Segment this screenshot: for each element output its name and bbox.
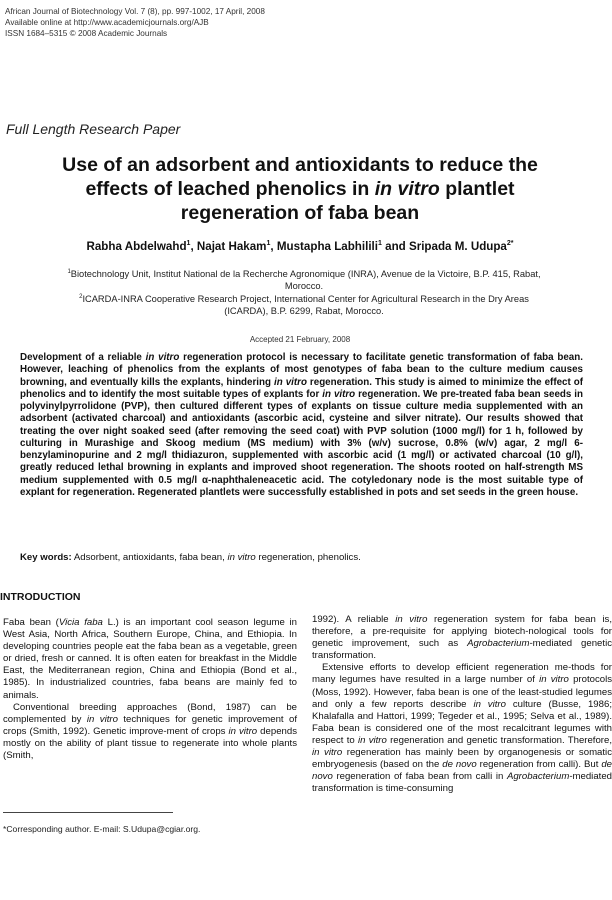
affiliation-2-cont: (ICARDA), B.P. 6299, Rabat, Morocco.	[224, 305, 384, 316]
author-name: Mustapha Labhilili	[276, 240, 378, 253]
abstract-text: Development of a reliable	[20, 352, 146, 363]
italic-text: in vitro	[473, 698, 506, 710]
affil-sup: 1	[67, 269, 71, 275]
journal-header	[5, 6, 265, 39]
abstract	[20, 352, 583, 499]
italic-text: in vitro	[395, 614, 428, 625]
paragraph	[3, 702, 297, 762]
text: 1992). A reliable	[312, 614, 396, 625]
affiliation-2	[14, 292, 594, 306]
text: regeneration of faba bean from calli in	[332, 771, 507, 783]
section-heading-introduction: INTRODUCTION	[0, 591, 81, 603]
author-sep: ,	[190, 240, 197, 253]
author-affil-sup: 1	[186, 240, 191, 248]
affiliations	[14, 267, 594, 317]
affiliation-1-cont: Morocco.	[284, 280, 324, 291]
italic-text: in vitro	[357, 734, 387, 746]
text: techniques for genetic improvement of crops (Smith, 1992). Genetic improve-ment of crops	[3, 713, 297, 737]
abstract-italic: in vitro	[322, 388, 356, 400]
journal-url[interactable]: Available online at http://www.academicjournals.org/AJB	[5, 18, 209, 27]
affil-sup: 2	[79, 294, 83, 301]
italic-text: in vitro	[228, 725, 258, 737]
italic-text: in vitro	[312, 747, 343, 759]
author-affil-sup	[507, 240, 514, 247]
paragraph	[312, 662, 612, 795]
author-list	[0, 240, 600, 253]
title-text: effects of leached phenolics in	[85, 178, 375, 200]
text: Faba bean (	[3, 617, 59, 628]
keywords-text: regeneration, phenolics.	[255, 552, 361, 563]
italic-text: de novo	[312, 759, 612, 783]
title-italic: in vitro	[374, 178, 440, 200]
text: Conventional breeding approaches (Bond, 1987) can be complemented by	[3, 701, 297, 725]
text: depends mostly on the ability of plant tissue to regenerate into whole plants (Smith,	[3, 725, 297, 762]
keywords-text: Adsorbent, antioxidants, faba bean,	[71, 552, 228, 563]
author-affil-num: 2	[506, 240, 511, 248]
body-column-left	[3, 617, 297, 762]
text: Extensive efforts to develop efficient regeneration me-thods for many legumes have resulted in a large number of	[312, 662, 612, 686]
italic-text: de novo	[442, 759, 477, 771]
title-line-2	[0, 177, 600, 201]
paper-type: Full Length Research Paper	[6, 121, 181, 137]
footnote-divider	[3, 812, 173, 813]
abstract-text: regeneration. This study is aimed to minimize the effect of phenolics and to identify the most suitable types of explants for	[20, 376, 583, 400]
author-name: Rabha Abdelwahd	[86, 240, 187, 253]
abstract-italic: in vitro	[274, 376, 307, 388]
text: protocols (Moss, 1992). However, faba bean is one of the least-studied legumes and only a few reports describe	[312, 674, 612, 710]
author-sep: and	[381, 240, 409, 253]
text: -mediated transformation is time-consuming	[312, 771, 612, 795]
text: culture (Busse, 1986; Khalafalla and Hattori, 1999; Tegeder et al., 1995; Selva et al., 1989). Faba bean is considered one of the most recalcitrant legumes with respect to	[312, 698, 612, 746]
corresponding-author-footnote: *Corresponding author. E-mail: S.Udupa@cgiar.org.	[3, 824, 201, 834]
keywords-italic: in vitro	[227, 552, 256, 563]
title-line-1: Use of an adsorbent and antioxidants to reduce the	[62, 154, 538, 176]
author-sep: ,	[270, 240, 277, 253]
text: regeneration has mainly been by organogenesis or somatic embryogenesis (based on the	[312, 747, 612, 771]
abstract-italic: in vitro	[145, 352, 180, 363]
keywords	[20, 552, 583, 563]
paper-title	[0, 153, 600, 225]
italic-text: in vitro	[539, 674, 569, 686]
author-affil-sup: 1	[266, 240, 271, 248]
keywords-label: Key words:	[20, 552, 72, 563]
title-line-3: regeneration of faba bean	[180, 202, 420, 224]
italic-text: in vitro	[86, 713, 118, 725]
title-text: plantlet	[439, 178, 515, 200]
text: regeneration system for faba bean is, therefore, a pre-requisite for applying biotech-nological tools for genetic improvement, such as	[312, 614, 612, 650]
author-name: Najat Hakam	[196, 240, 267, 253]
text: -mediated genetic transformation.	[312, 638, 612, 662]
affil-text: ICARDA-INRA Cooperative Research Project, International Center for Agricultural Research in the Dry Areas	[82, 294, 529, 305]
abstract-text: regeneration protocol is necessary to facilitate genetic transformation of faba bean. However, leaching of phenolics from the explants of most genotypes of faba bean to the culture medium causes browning, and eventually kills the explants, hindering	[20, 352, 583, 388]
paragraph	[3, 617, 297, 702]
journal-citation: African Journal of Biotechnology Vol. 7 (8), pp. 997-1002, 17 April, 2008	[5, 7, 265, 16]
corresponding-star: *	[510, 240, 514, 248]
italic-text: Agrobacterium	[506, 771, 570, 783]
italic-text: Vicia faba	[58, 617, 103, 628]
affiliation-1	[14, 267, 594, 281]
author-affil-sup: 1	[378, 240, 382, 248]
author-name: Sripada M. Udupa	[408, 240, 507, 253]
paragraph	[312, 614, 612, 662]
italic-text: Agrobacterium	[467, 638, 530, 650]
text: L.) is an important cool season legume in West Asia, North Africa, Southern Europe, China, and Ethiopia. In developing countries people eat the faba bean as a vegetable, green or dried, fresh or canned. It is often eaten for breakfast in the Middle East, the Mediterranean region, China and Ethiopia (Bond et al., 1985). In industrialized countries, faba beans are mainly fed to animals.	[3, 617, 297, 701]
journal-issn: ISSN 1684–5315 © 2008 Academic Journals	[5, 29, 168, 38]
accepted-date: Accepted 21 February, 2008	[249, 335, 351, 344]
text: regeneration and genetic transformation. Therefore,	[386, 734, 612, 746]
abstract-text: regeneration. We pre-treated faba bean seeds in polyvinylpyrrolidone (PVP), then cultured different types of explants on tissue culture media supplemented with an adsorbent (activated charcoal) and antioxidants (ascorbic acid, cysteine and silver nitrate). Our results showed that treating the over night soaked seed (after removing the seed coat) with PVP solution (1000 mg/l) for 1 h, followed by culturing in Murashige and Skoog medium (MS medium) with 3% (w/v) sucrose, 0.8% (w/v) agar, 2 mg/l 6-benzylaminopurine and 2 mg/l thidiazuron, supplemented with ascorbic acid (1 mg/l) or activated charcoal (10 g/l), greatly reduced lethal browning in explants and improved shoot regeneration. The shoots rooted on half-strength MS medium supplemented with 0.5 mg/l α-naphthaleneacetic acid. The cotyledonary node is the most suitable type of explant for regeneration. Regenerated plantlets were successfully established in pots and set seeds in the green house.	[20, 388, 583, 498]
body-column-right	[312, 614, 612, 795]
text: regeneration from calli). But	[476, 759, 602, 771]
affil-text: Biotechnology Unit, Institut National de la Recherche Agronomique (INRA), Avenue de la Victoire, B.P. 415, Rabat,	[70, 269, 541, 280]
